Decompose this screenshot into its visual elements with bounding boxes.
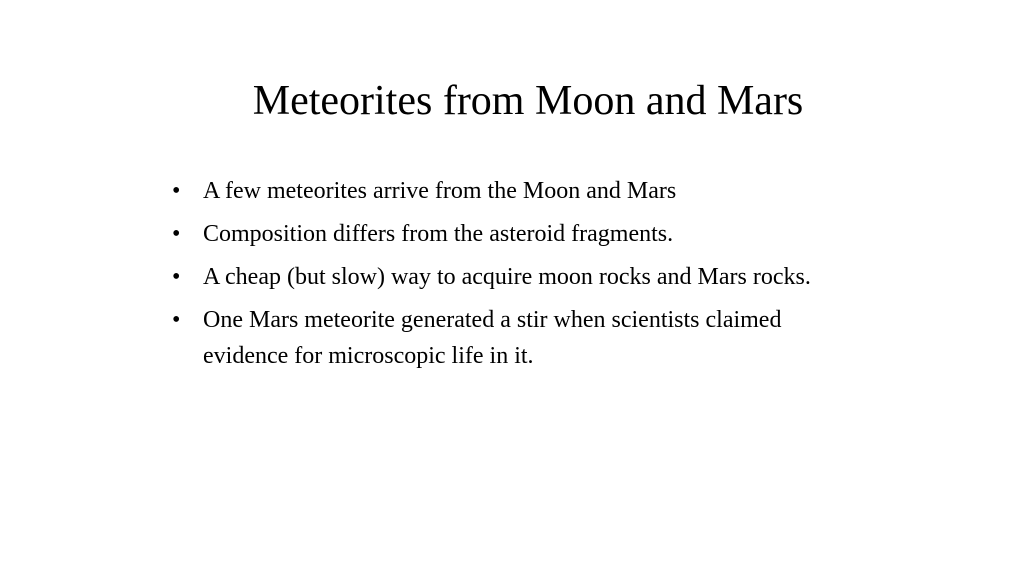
bullet-item [172, 259, 832, 295]
bullet-text: Composition differs from the asteroid fragments. [203, 221, 674, 247]
bullet-text: One Mars meteorite generated a stir when scientists claimed evidence for microscopic life in it. [203, 307, 782, 369]
bullet-list [172, 173, 832, 381]
bullet-marker: • [172, 264, 181, 290]
bullet-text: A cheap (but slow) way to acquire moon rocks and Mars rocks. [203, 264, 811, 290]
bullet-item [172, 173, 832, 209]
bullet-item [172, 216, 832, 252]
bullet-item [172, 302, 832, 374]
bullet-marker: • [172, 178, 181, 204]
slide-title: Meteorites from Moon and Mars [252, 78, 804, 124]
bullet-text: A few meteorites arrive from the Moon and Mars [203, 178, 677, 204]
bullet-marker: • [172, 307, 181, 333]
bullet-marker: • [172, 221, 181, 247]
